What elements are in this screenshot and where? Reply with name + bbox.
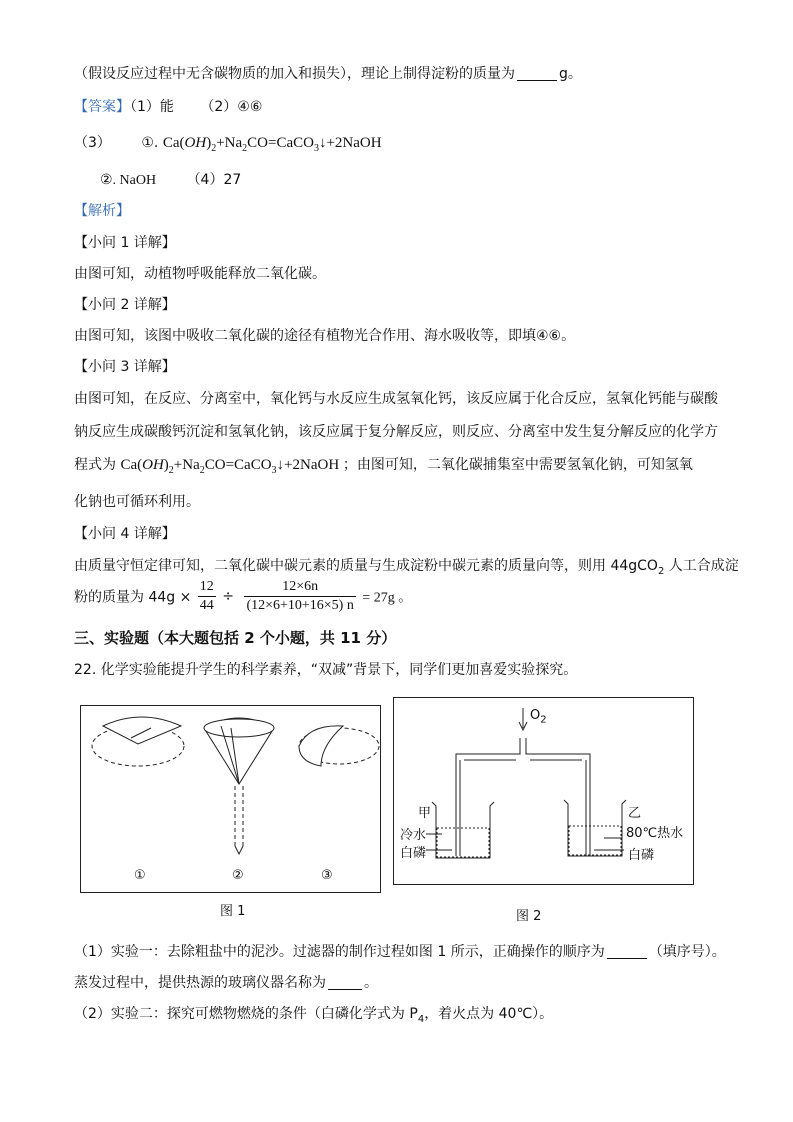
o2-label: $O_2$	[530, 708, 547, 726]
answer-line: 【答案】（1）能 （2）④⑥	[74, 99, 263, 115]
fig1-label-2: ②	[232, 868, 244, 883]
fig1-label-1: ①	[134, 868, 146, 883]
label-jia: 甲	[418, 806, 432, 821]
intro-line: （假设反应过程中无含碳物质的加入和损失），理论上制得淀粉的质量为 g。	[74, 66, 582, 82]
q3-line-4: 化钠也可循环利用。	[74, 494, 200, 510]
q2-body: 由图可知，该图中吸收二氧化碳的途径有植物光合作用、海水吸收等，即填④⑥。	[74, 328, 576, 344]
q22-part-1b: 蒸发过程中，提供热源的玻璃仪器名称为 。	[74, 975, 378, 991]
label-white-p-right: 白磷	[628, 848, 655, 863]
label-cold-water: 冷水	[400, 828, 427, 843]
q4-line-1: 由质量守恒定律可知，二氧化碳中碳元素的质量与生成淀粉中碳元素的质量向等，则用 44gCO$_2$ 人工合成淀	[74, 558, 739, 577]
label-yi: 乙	[628, 806, 642, 821]
heat-source-blank	[328, 975, 362, 990]
q3-line-3: 程式为 $Ca(OH)_2+Na_2CO=CaCO_3↓+2NaOH$ ；由图可知，二氧化碳捕集室中需要氢氧化钠，可知氢氧	[74, 457, 693, 476]
q1-body: 由图可知，动植物呼吸能释放二氧化碳。	[74, 266, 326, 282]
order-blank	[607, 944, 647, 959]
figure-1-caption: 图 1	[220, 904, 246, 919]
q4-head: 【小问 4 详解】	[74, 526, 176, 542]
figure-1	[80, 705, 381, 893]
section-3-title: 三、实验题（本大题包括 2 个小题，共 11 分）	[74, 629, 397, 647]
q3-line-2: 钠反应生成碳酸钙沉淀和氢氧化钠，该反应属于复分解反应，则反应、分离室中发生复分解反应的化学方	[74, 424, 718, 440]
answer-3-line: （3） ①. $Ca(OH)_2+Na_2CO=CaCO_3↓+2NaOH$	[74, 135, 382, 154]
q2-head: 【小问 2 详解】	[74, 297, 176, 313]
fig1-label-3: ③	[321, 868, 333, 883]
analysis-label: 【解析】	[74, 203, 130, 219]
figure-2-caption: 图 2	[516, 909, 542, 924]
q1-head: 【小问 1 详解】	[74, 235, 176, 251]
answer-3-2-line: ②. NaOH （4）27	[100, 172, 242, 188]
q22-stem: 22. 化学实验能提升学生的科学素养，“双减”背景下，同学们更加喜爱实验探究。	[74, 662, 578, 678]
q22-part-2: （2）实验二：探究可燃物燃烧的条件（白磷化学式为 $P_4$，着火点为 40℃）。	[74, 1006, 554, 1025]
q4-line-2: 粉的质量为 44g × $\frac{12}{44}$ ÷ $\frac{12\times 6n}{(12\times 6+10+16\times 5) n}$ = 27g 。	[74, 579, 413, 613]
q22-part-1: （1）实验一：去除粗盐中的泥沙。过滤器的制作过程如图 1 所示，正确操作的顺序为 （填序号）。	[74, 944, 726, 960]
q3-line-1: 由图可知，在反应、分离室中，氧化钙与水反应生成氢氧化钙，该反应属于化合反应，氢氧化钙能与碳酸	[74, 391, 718, 407]
figure-2	[393, 697, 694, 885]
label-white-p-left: 白磷	[400, 846, 427, 861]
equation: $Ca(OH)_2+Na_2CO=CaCO_3↓+2NaOH$	[162, 135, 382, 154]
label-hot-water: 80℃热水	[626, 826, 684, 841]
answer-label: 【答案】	[74, 99, 130, 115]
q3-head: 【小问 3 详解】	[74, 359, 176, 375]
filter-paper-diagram	[81, 706, 380, 892]
answer-blank	[517, 66, 557, 81]
